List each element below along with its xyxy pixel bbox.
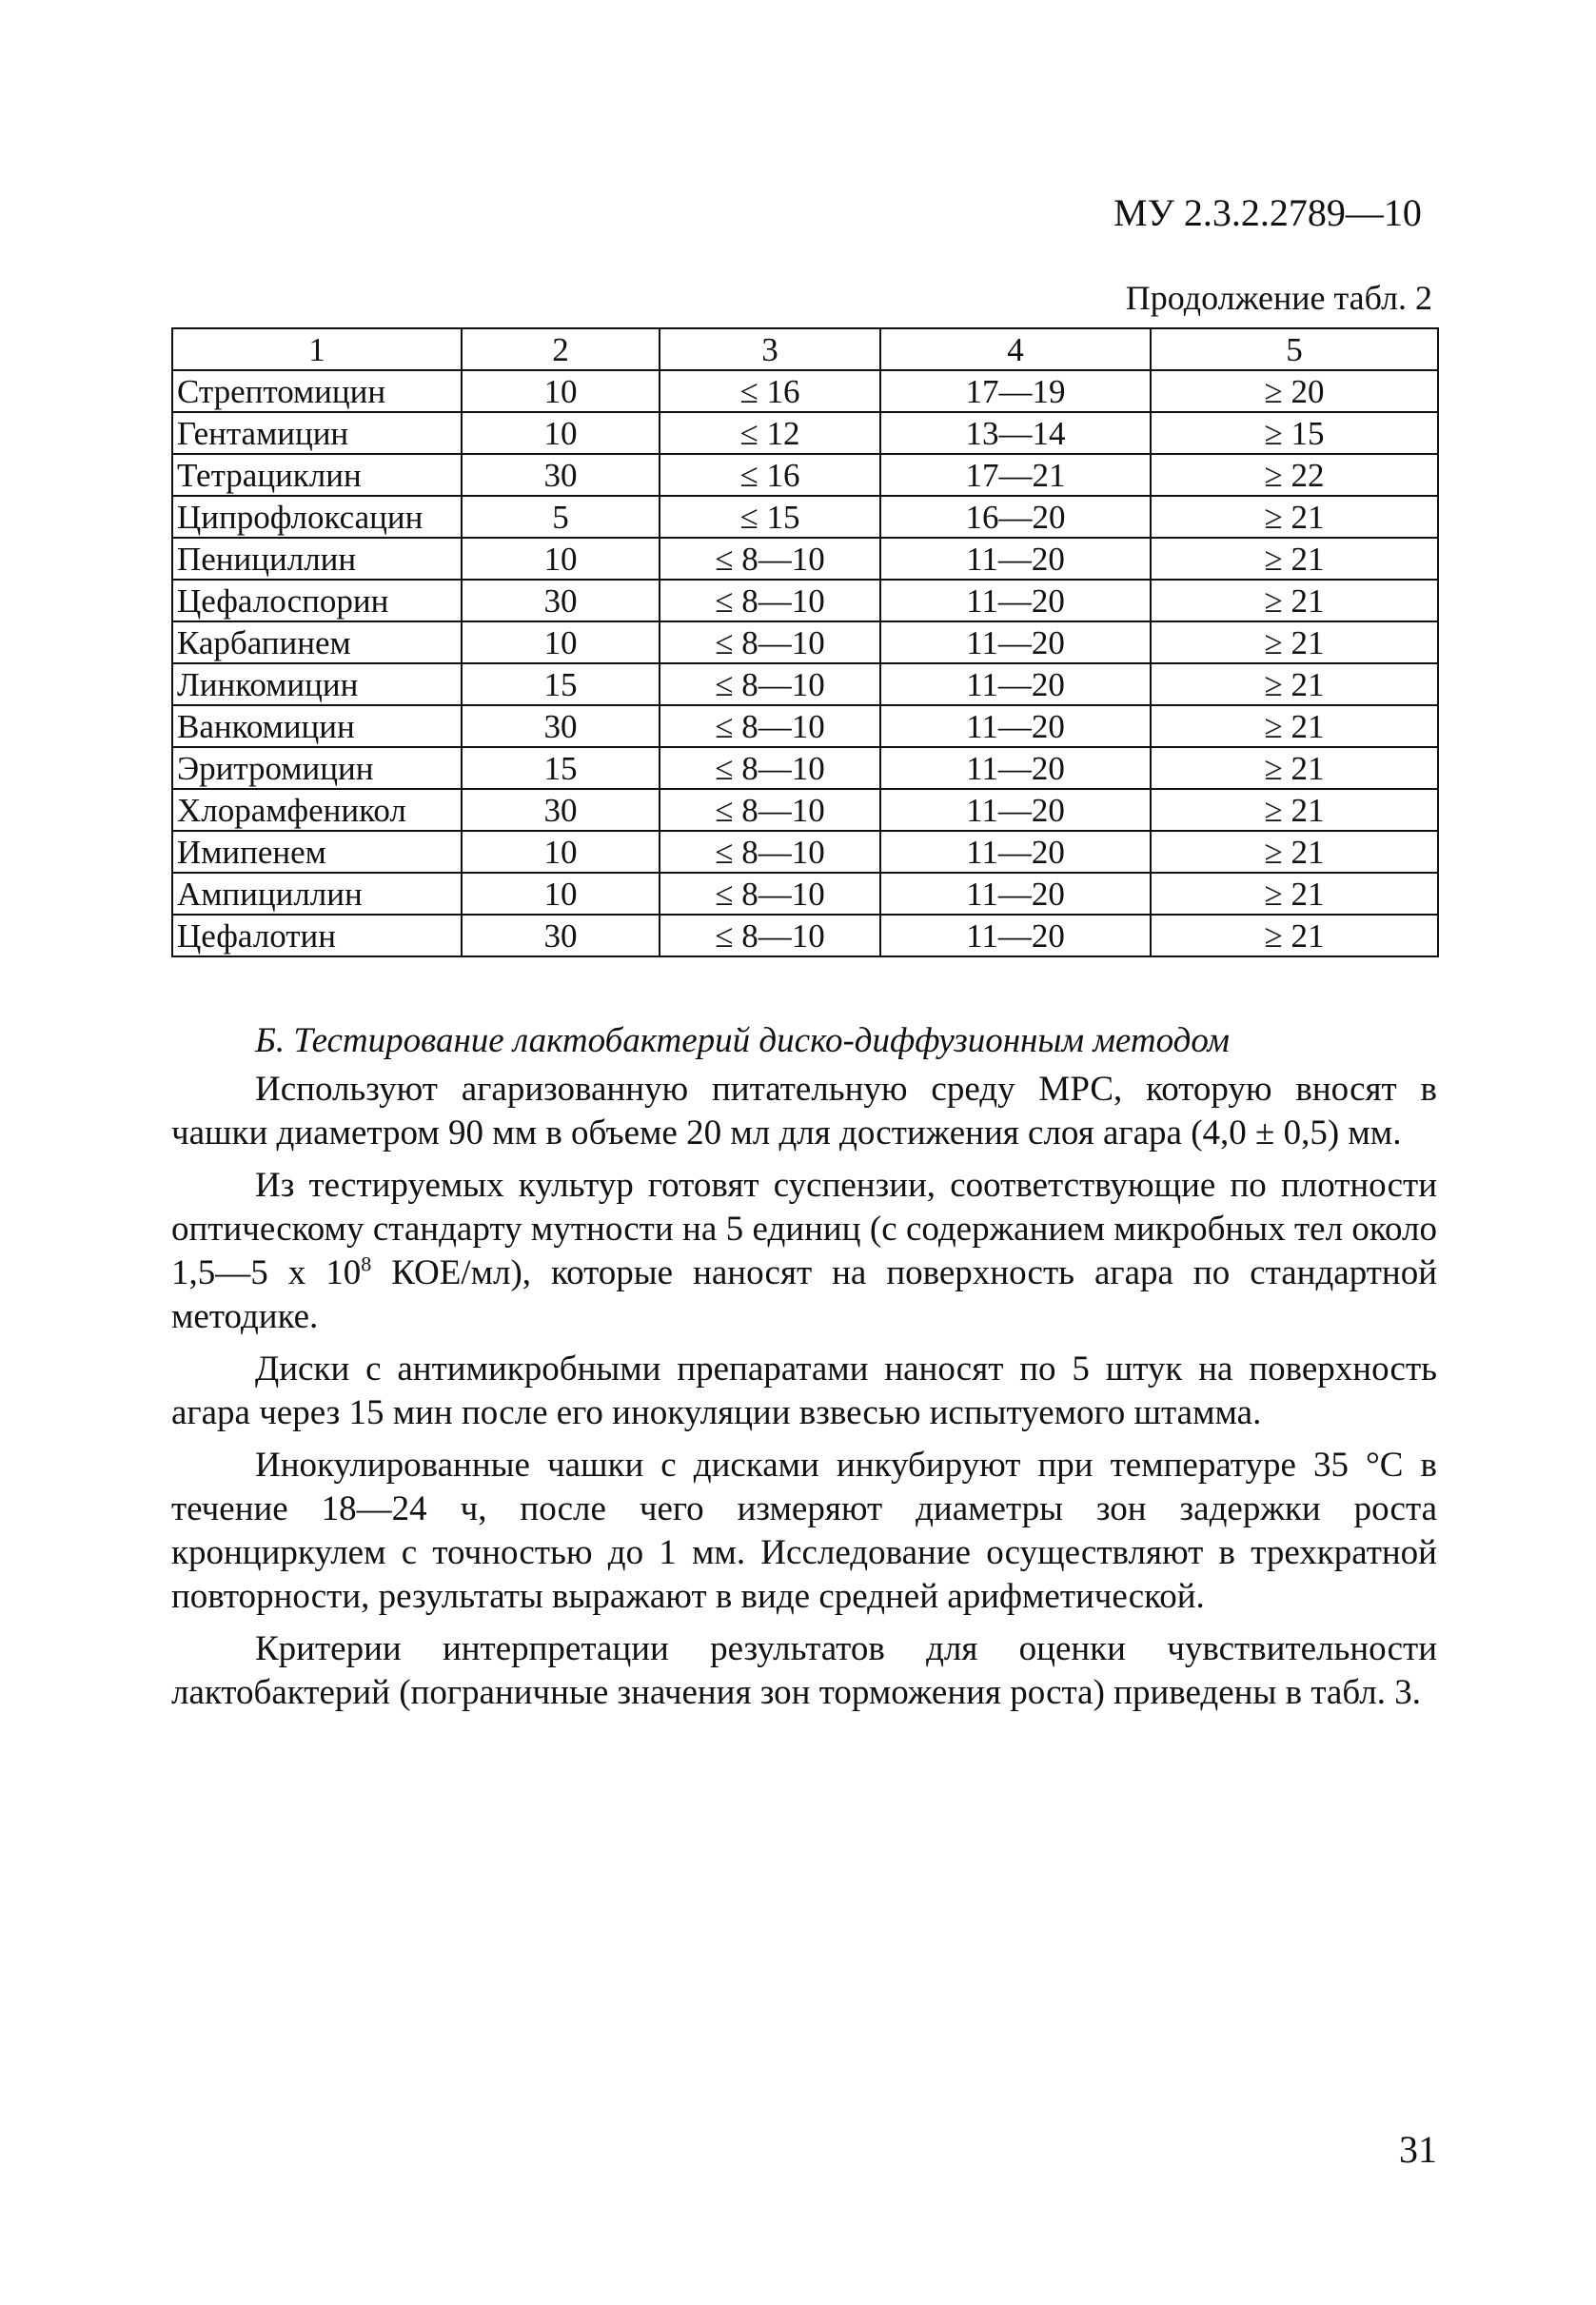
column-header: 3	[660, 328, 880, 370]
table-row	[172, 538, 1438, 580]
page-number: 31	[1399, 2128, 1437, 2171]
drug-name-cell: Тетрациклин	[172, 454, 462, 496]
drug-name-cell: Хлорамфеникол	[172, 789, 462, 831]
drug-name-cell: Карбапинем	[172, 621, 462, 663]
table-cell: ≥ 22	[1151, 454, 1438, 496]
drug-name-cell: Линкомицин	[172, 663, 462, 705]
column-header: 5	[1151, 328, 1438, 370]
table-cell: 10	[462, 621, 660, 663]
table-cell: 17—21	[880, 454, 1151, 496]
table-row	[172, 747, 1438, 789]
table-cell: 30	[462, 789, 660, 831]
paragraph-text: Из тестируемых культур готовят суспензии, соответствующие по плотности оптическому стандарту мутности на 5 единиц (с содержанием микробных тел около 1,5—5 х 10	[171, 1166, 1437, 1292]
table-cell: ≥ 15	[1151, 412, 1438, 454]
table-cell: ≤ 8—10	[660, 663, 880, 705]
paragraph	[171, 1164, 1437, 1339]
table-cell: ≤ 16	[660, 454, 880, 496]
table-cell: 11—20	[880, 747, 1151, 789]
table-cell: ≤ 16	[660, 370, 880, 412]
table-cell: 11—20	[880, 789, 1151, 831]
table-cell: ≤ 8—10	[660, 831, 880, 873]
table-row	[172, 789, 1438, 831]
column-header: 2	[462, 328, 660, 370]
table-cell: 17—19	[880, 370, 1151, 412]
table-cell: ≥ 21	[1151, 915, 1438, 956]
table-cell: ≥ 21	[1151, 747, 1438, 789]
document-code: МУ 2.3.2.2789—10	[1113, 191, 1422, 234]
table-cell: 10	[462, 538, 660, 580]
table-row	[172, 580, 1438, 621]
table-cell: 11—20	[880, 915, 1151, 956]
table-cell: 10	[462, 831, 660, 873]
table-cell: 10	[462, 873, 660, 915]
table-cell: 11—20	[880, 873, 1151, 915]
table-row	[172, 496, 1438, 538]
table-cell: ≤ 8—10	[660, 789, 880, 831]
table-cell: 11—20	[880, 831, 1151, 873]
table-cell: ≥ 21	[1151, 705, 1438, 747]
table-cell: ≥ 20	[1151, 370, 1438, 412]
table-cell: ≥ 21	[1151, 663, 1438, 705]
table-cell: 11—20	[880, 538, 1151, 580]
drug-name-cell: Имипенем	[172, 831, 462, 873]
table-cell: 30	[462, 705, 660, 747]
drug-name-cell: Пенициллин	[172, 538, 462, 580]
paragraph: Инокулированные чашки с дисками инкубируют при температуре 35 °С в течение 18—24 ч, после чего измеряют диаметры зон задержки роста кронциркулем с точностью до 1 мм. Исследование осуществляют в трехкратной повторности, результаты выражают в виде средней арифметической.	[171, 1446, 1437, 1616]
drug-name-cell: Стрептомицин	[172, 370, 462, 412]
table-cell: ≤ 8—10	[660, 621, 880, 663]
table-cell: 16—20	[880, 496, 1151, 538]
column-header: 4	[880, 328, 1151, 370]
paragraph: Критерии интерпретации результатов для оценки чувствительности лактобактерий (пограничные значения зон торможения роста) приведены в табл. 3.	[171, 1629, 1437, 1712]
drug-name-cell: Цефалотин	[172, 915, 462, 956]
table-cell: ≤ 8—10	[660, 873, 880, 915]
drug-name-cell: Ципрофлоксацин	[172, 496, 462, 538]
table-row	[172, 412, 1438, 454]
table-cell: 15	[462, 663, 660, 705]
drug-name-cell: Ванкомицин	[172, 705, 462, 747]
table-cell: ≤ 8—10	[660, 580, 880, 621]
table-row	[172, 831, 1438, 873]
table-cell: 11—20	[880, 663, 1151, 705]
paragraph-text: КОЕ/мл), которые наносят на поверхность агара по стандартной методике.	[171, 1253, 1437, 1336]
table-cell: 30	[462, 454, 660, 496]
table-cell: 11—20	[880, 580, 1151, 621]
column-header: 1	[172, 328, 462, 370]
table-cell: ≤ 8—10	[660, 915, 880, 956]
table-row	[172, 370, 1438, 412]
table-cell: ≤ 8—10	[660, 538, 880, 580]
table-cell: 30	[462, 580, 660, 621]
table-cell: ≥ 21	[1151, 580, 1438, 621]
table-row	[172, 705, 1438, 747]
table-cell: 11—20	[880, 705, 1151, 747]
table-cell: ≤ 8—10	[660, 705, 880, 747]
table-row	[172, 621, 1438, 663]
drug-name-cell: Цефалоспорин	[172, 580, 462, 621]
table-row	[172, 915, 1438, 956]
antibiotic-table	[171, 327, 1439, 957]
table-cell: 10	[462, 370, 660, 412]
table-row	[172, 663, 1438, 705]
section-title: Б. Тестирование лактобактерий диско-диффузионным методом	[255, 1021, 1231, 1060]
table-cell: 11—20	[880, 621, 1151, 663]
table-cell: 10	[462, 412, 660, 454]
table-cell: 15	[462, 747, 660, 789]
table-cell: ≤ 8—10	[660, 747, 880, 789]
table-cell: ≤ 15	[660, 496, 880, 538]
table-header-row	[172, 328, 1438, 370]
drug-name-cell: Гентамицин	[172, 412, 462, 454]
table-cell: ≥ 21	[1151, 789, 1438, 831]
paragraph: Используют агаризованную питательную среду МРС, которую вносят в чашки диаметром 90 мм в объеме 20 мл для достижения слоя агара (4,0 ± 0,5) мм.	[171, 1070, 1437, 1152]
table-cell: 30	[462, 915, 660, 956]
exponent: 8	[361, 1251, 372, 1276]
table-cell: ≥ 21	[1151, 873, 1438, 915]
body-text	[171, 1068, 1437, 1724]
table-row	[172, 454, 1438, 496]
table-cell: ≥ 21	[1151, 831, 1438, 873]
table-cell: 13—14	[880, 412, 1151, 454]
table-cell: 5	[462, 496, 660, 538]
table-cell: ≥ 21	[1151, 621, 1438, 663]
drug-name-cell: Эритромицин	[172, 747, 462, 789]
table-row	[172, 873, 1438, 915]
paragraph: Диски с антимикробными препаратами наносят по 5 штук на поверхность агара через 15 мин после его инокуляции взвесью испытуемого штамма.	[171, 1350, 1437, 1432]
table-caption: Продолжение табл. 2	[1125, 279, 1432, 317]
table-cell: ≤ 12	[660, 412, 880, 454]
drug-name-cell: Ампициллин	[172, 873, 462, 915]
table-cell: ≥ 21	[1151, 538, 1438, 580]
table-cell: ≥ 21	[1151, 496, 1438, 538]
table-body	[172, 328, 1438, 956]
